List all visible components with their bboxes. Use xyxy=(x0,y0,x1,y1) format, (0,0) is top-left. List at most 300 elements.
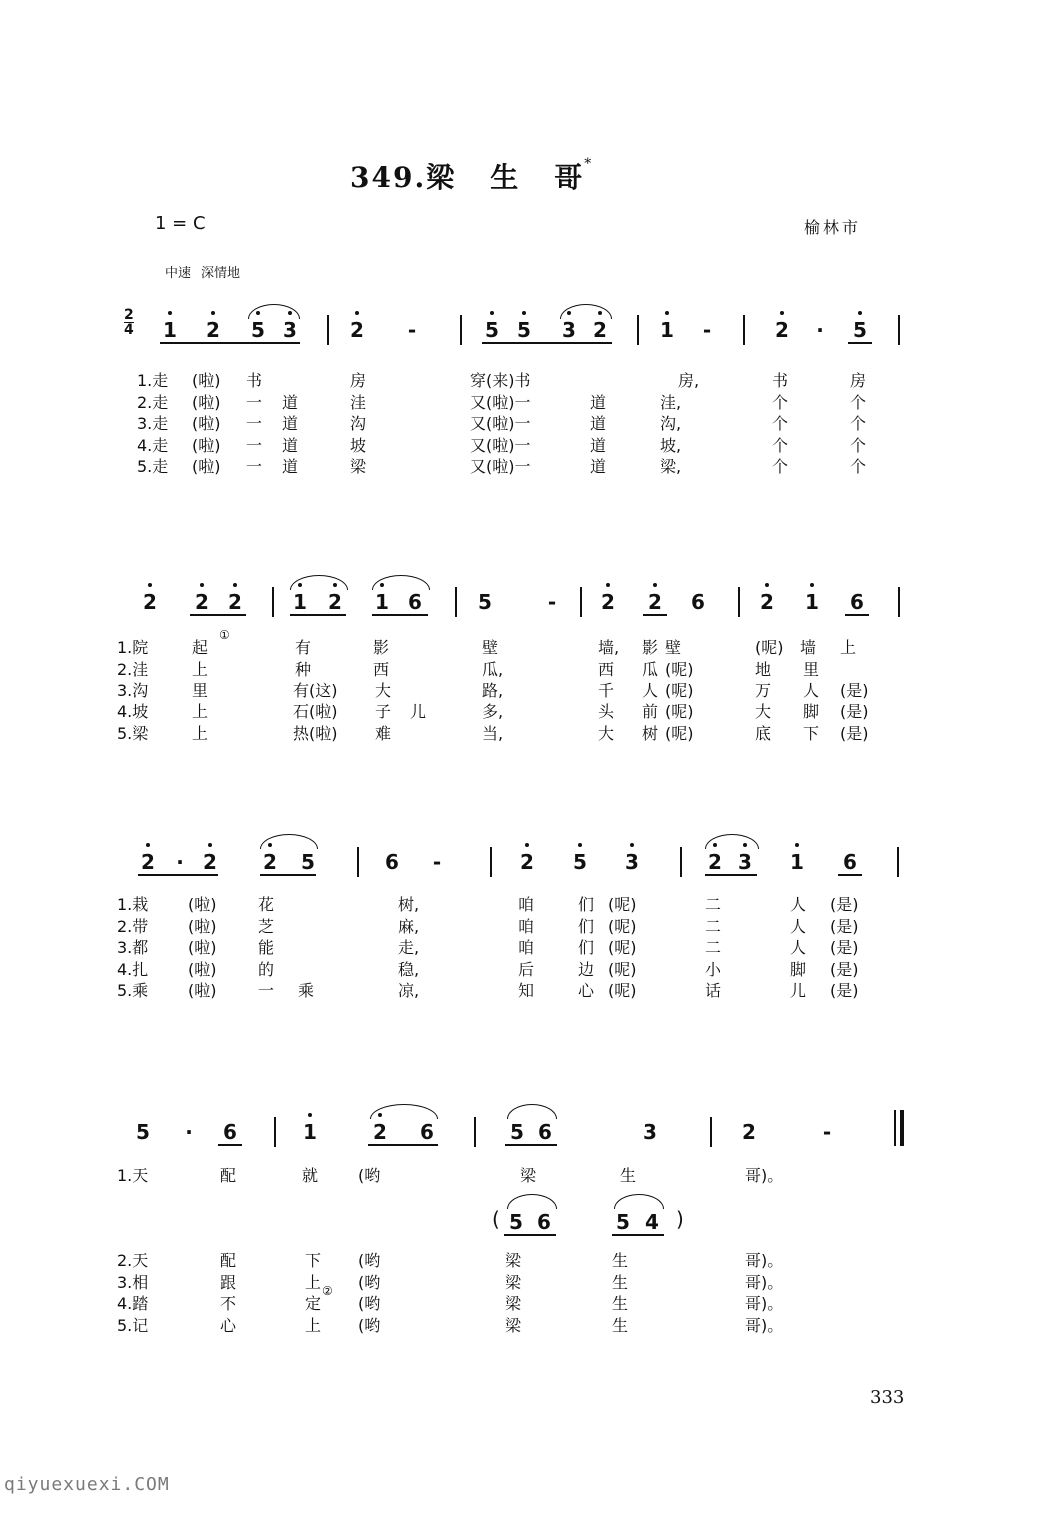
origin-place: 榆林市 xyxy=(804,218,862,237)
octave-dot xyxy=(308,1113,312,1117)
jianpu-note: 5 xyxy=(251,318,265,342)
beam-underline xyxy=(838,874,862,876)
lyric-word: (是) xyxy=(830,981,859,1000)
lyric-word: 咱 xyxy=(518,916,535,936)
lyric-word: 书 xyxy=(246,371,263,390)
beam-underline xyxy=(848,342,872,344)
barline xyxy=(274,1117,276,1147)
barline xyxy=(327,315,329,345)
lyric-word: 个 xyxy=(850,392,867,412)
jianpu-note: 2 xyxy=(593,318,607,342)
lyric-word: 一 xyxy=(258,981,275,1000)
jianpu-note: 5 xyxy=(301,850,315,874)
lyric-word: 有 xyxy=(295,638,312,657)
lyric-word: (哟 xyxy=(358,1251,381,1270)
octave-dot xyxy=(146,843,150,847)
jianpu-note: - xyxy=(432,850,442,874)
lyric-word: 道 xyxy=(282,414,299,433)
lyric-word: 又(啦)一 xyxy=(470,435,531,455)
jianpu-note: 5 xyxy=(853,318,867,342)
lyric-word: 西 xyxy=(598,660,615,679)
jianpu-note: · xyxy=(816,318,824,342)
lyric-word: 穿(来)书 xyxy=(470,371,531,390)
jianpu-note: 1 xyxy=(293,590,307,614)
beam-underline xyxy=(218,1144,242,1146)
lyric-word: 就 xyxy=(302,1166,319,1185)
lyric-word: 2.天 xyxy=(117,1251,149,1270)
lyric-word: 一 xyxy=(246,435,263,455)
barline xyxy=(738,587,740,617)
lyric-word: 坡, xyxy=(660,435,682,455)
lyric-word: (呢) xyxy=(665,724,694,743)
lyric-word: (呢) xyxy=(665,681,694,700)
jianpu-note: 6 xyxy=(408,590,422,614)
lyric-word: 哥)。 xyxy=(745,1272,784,1292)
jianpu-note: 4 xyxy=(645,1210,659,1234)
tempo-marking: 中速 深情地 xyxy=(165,266,241,281)
beam-underline xyxy=(845,614,869,616)
lyric-word: 麻, xyxy=(398,916,420,936)
beam-underline xyxy=(160,342,300,344)
lyric-word: 有(这) xyxy=(293,681,338,700)
lyric-word: (呢) xyxy=(608,981,637,1000)
barline xyxy=(357,847,359,877)
lyric-word: 瓜, xyxy=(482,660,504,679)
lyric-word: 心 xyxy=(220,1315,237,1335)
jianpu-note: 6 xyxy=(850,590,864,614)
jianpu-note: 2 xyxy=(263,850,277,874)
lyric-word: 个 xyxy=(850,435,867,455)
jianpu-note: 3 xyxy=(643,1120,657,1144)
lyric-word: 梁 xyxy=(505,1251,522,1270)
lyric-word: (啦) xyxy=(192,392,221,412)
lyric-word: 梁 xyxy=(505,1272,522,1292)
lyric-word: 3.相 xyxy=(117,1272,149,1292)
lyric-word: 大 xyxy=(375,681,392,700)
octave-dot xyxy=(795,843,799,847)
final-barline xyxy=(900,1110,904,1146)
beam-underline xyxy=(643,614,667,616)
lyric-word: 人 xyxy=(803,681,820,700)
lyric-word: 个 xyxy=(772,457,789,476)
barline xyxy=(898,315,900,345)
jianpu-note: 1 xyxy=(303,1120,317,1144)
lyric-word: 3.沟 xyxy=(117,681,149,700)
lyric-word: 5.乘 xyxy=(117,981,149,1000)
lyric-word: 走, xyxy=(398,938,420,957)
jianpu-note: 5 xyxy=(573,850,587,874)
octave-dot xyxy=(858,311,862,315)
beam-underline xyxy=(368,1144,438,1146)
lyric-word: (呢) xyxy=(665,660,694,679)
jianpu-note: 2 xyxy=(520,850,534,874)
lyric-word: 咱 xyxy=(518,895,535,914)
lyric-word: 5.记 xyxy=(117,1315,149,1335)
lyric-word: (啦) xyxy=(192,371,221,390)
lyric-word: 1.栽 xyxy=(117,895,149,914)
final-barline xyxy=(894,1110,896,1146)
lyric-word: (哟 xyxy=(358,1315,381,1335)
jianpu-note: 2 xyxy=(203,850,217,874)
jianpu-note: 2 xyxy=(775,318,789,342)
jianpu-note: 3 xyxy=(738,850,752,874)
beam-underline xyxy=(190,614,246,616)
slur-arc xyxy=(560,304,612,319)
lyric-word: (啦) xyxy=(188,916,217,936)
jianpu-note: 2 xyxy=(350,318,364,342)
jianpu-note: 2 xyxy=(328,590,342,614)
lyric-word: (啦) xyxy=(188,959,217,979)
barline xyxy=(637,315,639,345)
lyric-word: 上 xyxy=(840,638,857,657)
lyric-word: 个 xyxy=(772,392,789,412)
watermark: qiyuexuexi.COM xyxy=(4,1474,170,1495)
octave-dot xyxy=(148,583,152,587)
lyric-word: 5.走 xyxy=(137,457,169,476)
beam-underline xyxy=(612,1234,664,1236)
lyric-word: 上 xyxy=(305,1315,322,1335)
lyric-word: 芝 xyxy=(258,916,275,936)
lyric-word: 3.都 xyxy=(117,938,149,957)
lyric-word: 下 xyxy=(803,724,820,743)
barline xyxy=(710,1117,712,1147)
octave-dot xyxy=(525,843,529,847)
lyric-word: 的 xyxy=(258,959,275,979)
jianpu-note: 2 xyxy=(373,1120,387,1144)
lyric-word: 地 xyxy=(755,660,772,679)
octave-dot xyxy=(630,843,634,847)
lyric-word: 下 xyxy=(305,1251,322,1270)
jianpu-note: 5 xyxy=(510,1120,524,1144)
jianpu-note: 6 xyxy=(537,1210,551,1234)
lyric-word: 梁, xyxy=(660,457,682,476)
lyric-word: 们 xyxy=(578,916,595,936)
lyric-word: (哟 xyxy=(358,1272,381,1292)
lyric-word: 凉, xyxy=(398,981,420,1000)
lyric-word: 2.带 xyxy=(117,916,149,936)
lyric-word: 人 xyxy=(790,938,807,957)
slur-arc xyxy=(507,1194,557,1209)
lyric-word: 壁 xyxy=(665,638,682,657)
lyric-word: 千 xyxy=(598,681,615,700)
lyric-word: (是) xyxy=(840,724,869,743)
jianpu-note: 6 xyxy=(843,850,857,874)
lyric-word: (是) xyxy=(830,938,859,957)
octave-dot xyxy=(211,311,215,315)
jianpu-note: 2 xyxy=(601,590,615,614)
jianpu-note: 2 xyxy=(141,850,155,874)
lyric-word: 们 xyxy=(578,938,595,957)
lyric-word: 当, xyxy=(482,724,504,743)
lyric-word: 稳, xyxy=(398,959,420,979)
lyric-word: 二 xyxy=(705,938,722,957)
lyric-word: (呢) xyxy=(608,895,637,914)
lyric-word: 房 xyxy=(350,371,367,390)
lyric-word: 洼 xyxy=(350,392,367,412)
song-title: 349.梁 生 哥* xyxy=(350,156,594,194)
lyric-word: (是) xyxy=(830,916,859,936)
lyric-word: 跟 xyxy=(220,1272,237,1292)
lyric-word: 书 xyxy=(772,371,789,390)
lyric-word: (啦) xyxy=(192,457,221,476)
lyric-word: 梁 xyxy=(350,457,367,476)
lyric-word: 人 xyxy=(642,681,659,700)
lyric-word: 人 xyxy=(790,916,807,936)
jianpu-note: · xyxy=(185,1120,193,1144)
slur-arc xyxy=(370,1104,438,1119)
jianpu-note: 2 xyxy=(228,590,242,614)
lyric-word: 心 xyxy=(578,981,595,1000)
jianpu-note: 2 xyxy=(648,590,662,614)
lyric-word: 道 xyxy=(590,435,607,455)
jianpu-note: - xyxy=(702,318,712,342)
lyric-word: 上 xyxy=(192,660,209,679)
jianpu-note: 6 xyxy=(538,1120,552,1144)
lyric-word: 石(啦) xyxy=(293,702,338,721)
lyric-word: 道 xyxy=(590,392,607,412)
octave-dot xyxy=(606,583,610,587)
octave-dot xyxy=(653,583,657,587)
jianpu-note: 1 xyxy=(660,318,674,342)
lyric-word: 小 xyxy=(705,959,722,979)
lyric-word: 生 xyxy=(612,1251,629,1270)
lyric-word: 4.扎 xyxy=(117,959,149,979)
jianpu-note: · xyxy=(176,850,184,874)
jianpu-note: 6 xyxy=(223,1120,237,1144)
lyric-word: 配 xyxy=(220,1251,237,1270)
lyric-word: 影 xyxy=(642,638,659,657)
jianpu-note: 6 xyxy=(691,590,705,614)
jianpu-note: 1 xyxy=(163,318,177,342)
page-number: 333 xyxy=(870,1387,905,1408)
slur-arc xyxy=(507,1104,557,1119)
jianpu-note: 2 xyxy=(742,1120,756,1144)
bracket-close: ) xyxy=(676,1207,684,1231)
barline xyxy=(680,847,682,877)
lyric-word: 影 xyxy=(373,638,390,657)
lyric-word: 梁 xyxy=(505,1315,522,1335)
jianpu-note: 3 xyxy=(562,318,576,342)
octave-dot xyxy=(765,583,769,587)
lyric-word: (是) xyxy=(830,959,859,979)
lyric-word: 人 xyxy=(790,895,807,914)
lyric-word: 个 xyxy=(772,435,789,455)
lyric-word: 道 xyxy=(590,414,607,433)
lyric-word: 哥)。 xyxy=(745,1315,784,1335)
barline xyxy=(272,587,274,617)
lyric-word: 生 xyxy=(612,1272,629,1292)
octave-dot xyxy=(490,311,494,315)
lyric-word: 沟 xyxy=(350,414,367,433)
lyric-word: 子 xyxy=(375,702,392,721)
lyric-word: (呢) xyxy=(608,916,637,936)
barline xyxy=(743,315,745,345)
lyric-word: 配 xyxy=(220,1166,237,1185)
lyric-word: (啦) xyxy=(188,981,217,1000)
jianpu-note: 2 xyxy=(195,590,209,614)
lyric-word: ① xyxy=(219,628,230,642)
lyric-word: 房, xyxy=(678,371,700,390)
lyric-word: 脚 xyxy=(790,959,807,979)
lyric-word: 万 xyxy=(755,681,772,700)
lyric-word: 们 xyxy=(578,895,595,914)
jianpu-note: 3 xyxy=(625,850,639,874)
jianpu-note: 2 xyxy=(143,590,157,614)
lyric-word: 起 xyxy=(192,638,209,657)
jianpu-note: 5 xyxy=(136,1120,150,1144)
lyric-word: (是) xyxy=(840,702,869,721)
lyric-word: 壁 xyxy=(482,638,499,657)
lyric-word: 梁 xyxy=(520,1166,537,1185)
slur-arc xyxy=(260,834,318,849)
slur-arc xyxy=(705,834,759,849)
jianpu-note: 5 xyxy=(478,590,492,614)
lyric-word: 路, xyxy=(482,681,504,700)
lyric-word: 2.走 xyxy=(137,392,169,412)
lyric-word: 头 xyxy=(598,702,615,721)
octave-dot xyxy=(665,311,669,315)
lyric-word: 1.走 xyxy=(137,371,169,390)
beam-underline xyxy=(504,1234,556,1236)
lyric-word: 脚 xyxy=(803,702,820,721)
lyric-word: 道 xyxy=(282,435,299,455)
lyric-word: 一 xyxy=(246,457,263,476)
lyric-word: 大 xyxy=(755,702,772,721)
beam-underline xyxy=(290,614,346,616)
lyric-word: 种 xyxy=(295,660,312,679)
lyric-word: 个 xyxy=(850,414,867,433)
lyric-word: 哥)。 xyxy=(745,1166,784,1185)
lyric-word: 大 xyxy=(598,724,615,743)
slur-arc xyxy=(248,304,300,319)
jianpu-note: - xyxy=(547,590,557,614)
beam-underline xyxy=(705,874,757,876)
lyric-word: 西 xyxy=(373,660,390,679)
lyric-word: 儿 xyxy=(790,981,807,1000)
jianpu-note: 1 xyxy=(375,590,389,614)
octave-dot xyxy=(168,311,172,315)
octave-dot xyxy=(810,583,814,587)
lyric-word: 又(啦)一 xyxy=(470,414,531,433)
jianpu-note: - xyxy=(407,318,417,342)
lyric-word: 多, xyxy=(482,702,504,721)
lyric-word: 边 xyxy=(578,959,595,979)
octave-dot xyxy=(780,311,784,315)
lyric-word: (啦) xyxy=(188,938,217,957)
beam-underline xyxy=(505,1144,557,1146)
lyric-word: 道 xyxy=(282,392,299,412)
lyric-word: 一 xyxy=(246,414,263,433)
lyric-word: 4.走 xyxy=(137,435,169,455)
lyric-word: 生 xyxy=(612,1315,629,1335)
lyric-word: (哟 xyxy=(358,1294,381,1313)
lyric-word: 又(啦)一 xyxy=(470,457,531,476)
lyric-word: 上 xyxy=(192,724,209,743)
lyric-word: 墙, xyxy=(598,638,620,657)
octave-dot xyxy=(522,311,526,315)
lyric-word: 1.院 xyxy=(117,638,149,657)
lyric-word: 1.天 xyxy=(117,1166,149,1185)
octave-dot xyxy=(200,583,204,587)
lyric-word: 生 xyxy=(612,1294,629,1313)
lyric-word: 个 xyxy=(772,414,789,433)
slur-arc xyxy=(372,575,430,590)
barline xyxy=(580,587,582,617)
lyric-word: 哥)。 xyxy=(745,1251,784,1270)
jianpu-note: 5 xyxy=(509,1210,523,1234)
barline xyxy=(897,847,899,877)
barline xyxy=(490,847,492,877)
lyric-word: 道 xyxy=(282,457,299,476)
lyric-word: (哟 xyxy=(358,1166,381,1185)
lyric-word: (呢) xyxy=(608,938,637,957)
lyric-word: 沟, xyxy=(660,414,682,433)
octave-dot xyxy=(578,843,582,847)
lyric-word: 定 xyxy=(305,1294,322,1313)
octave-dot xyxy=(208,843,212,847)
lyric-word: 一 xyxy=(246,392,263,412)
lyric-word: (呢) xyxy=(608,959,637,979)
beam-underline xyxy=(138,874,218,876)
lyric-word: (呢) xyxy=(665,702,694,721)
lyric-word: 哥)。 xyxy=(745,1294,784,1313)
jianpu-note: 2 xyxy=(206,318,220,342)
jianpu-note: 5 xyxy=(517,318,531,342)
lyric-word: (呢) xyxy=(755,638,784,657)
key-signature: 1 = C xyxy=(155,213,206,234)
jianpu-note: 3 xyxy=(283,318,297,342)
lyric-word: 咱 xyxy=(518,938,535,957)
octave-dot xyxy=(233,583,237,587)
time-signature: 2 4 xyxy=(124,307,134,338)
lyric-word: 难 xyxy=(375,724,392,743)
lyric-word: 墙 xyxy=(800,638,817,657)
lyric-word: (啦) xyxy=(192,414,221,433)
lyric-word: ② xyxy=(322,1284,333,1298)
lyric-word: 树 xyxy=(642,724,659,743)
lyric-word: 上 xyxy=(192,702,209,721)
jianpu-note: - xyxy=(822,1120,832,1144)
beam-underline xyxy=(372,614,428,616)
lyric-word: 乘 xyxy=(298,981,315,1000)
lyric-word: 前 xyxy=(642,702,659,721)
beam-underline xyxy=(260,874,316,876)
lyric-word: 里 xyxy=(803,660,820,679)
jianpu-note: 6 xyxy=(420,1120,434,1144)
lyric-word: 洼, xyxy=(660,392,682,412)
lyric-word: 上 xyxy=(305,1272,322,1292)
lyric-word: 道 xyxy=(590,457,607,476)
lyric-word: 房 xyxy=(850,371,867,390)
lyric-word: 4.坡 xyxy=(117,702,149,721)
lyric-word: 知 xyxy=(518,981,535,1000)
slur-arc xyxy=(614,1194,664,1209)
octave-dot xyxy=(355,311,359,315)
lyric-word: 底 xyxy=(755,724,772,743)
lyric-word: 不 xyxy=(220,1294,237,1313)
lyric-word: (是) xyxy=(830,895,859,914)
lyric-word: 梁 xyxy=(505,1294,522,1313)
lyric-word: 生 xyxy=(620,1166,637,1185)
jianpu-note: 1 xyxy=(790,850,804,874)
jianpu-note: 6 xyxy=(385,850,399,874)
lyric-word: 花 xyxy=(258,895,275,914)
lyric-word: 个 xyxy=(850,457,867,476)
lyric-word: (是) xyxy=(840,681,869,700)
slur-arc xyxy=(290,575,348,590)
lyric-word: 话 xyxy=(705,981,722,1000)
lyric-word: 又(啦)一 xyxy=(470,392,531,412)
